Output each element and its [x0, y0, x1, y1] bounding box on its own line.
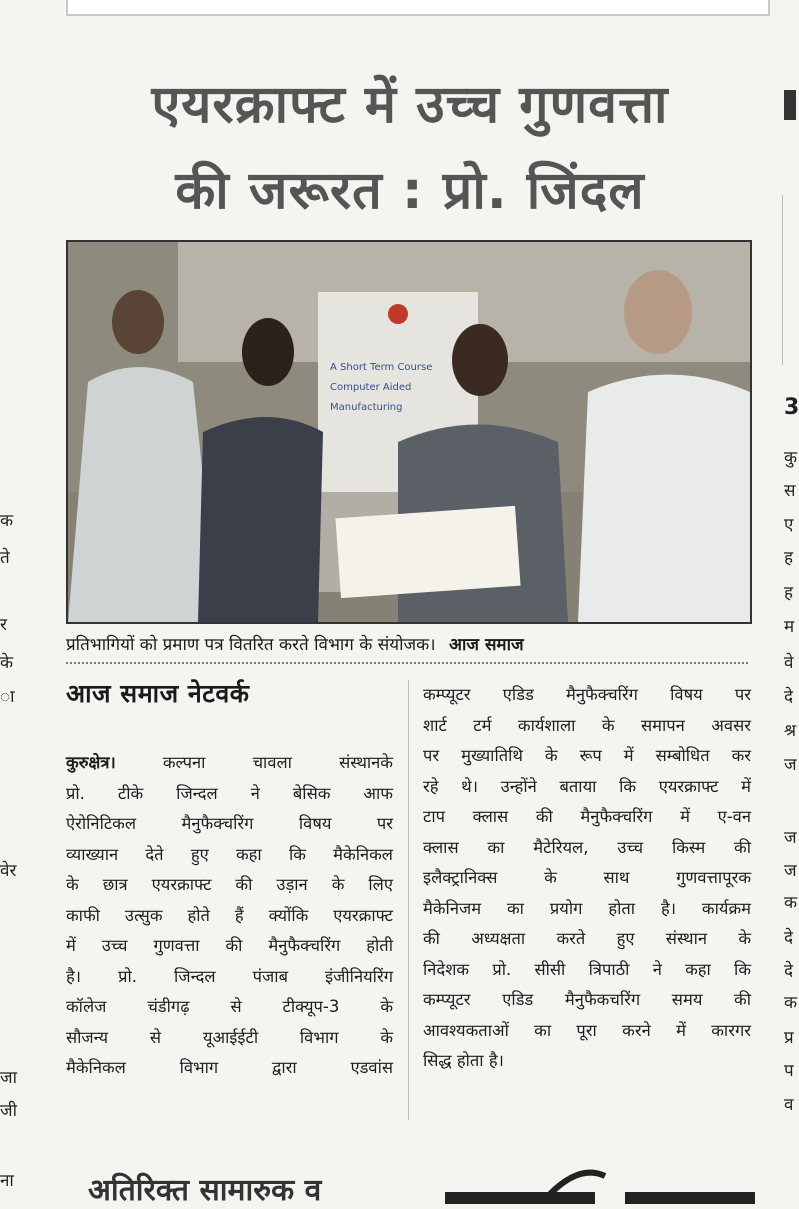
left-strip-text: जा — [0, 1068, 18, 1088]
left-strip-text: वेर — [0, 861, 17, 881]
right-strip-text: ज — [784, 755, 797, 775]
article-column-2 — [423, 680, 751, 1077]
right-strip-text: ज — [784, 861, 797, 881]
column-line: की अध्यक्षता करते हुए संस्थान के — [423, 929, 751, 948]
left-strip-text: ना — [0, 1171, 14, 1191]
banner-text-1: A Short Term Course — [330, 362, 433, 373]
column-line — [66, 748, 393, 779]
column-line: सिद्ध होता है। — [423, 1051, 504, 1070]
left-strip-text: के — [0, 653, 14, 673]
left-strip-text: क — [0, 511, 14, 531]
right-strip-text: क — [784, 893, 798, 913]
left-strip-text: र — [0, 615, 7, 635]
column-line: काफी उत्सुक होते हैं क्योंकि एयरक्राफ्ट — [66, 905, 393, 925]
column-line: कम्प्यूटर एडिड मैनुफैकचरिंग समय की — [423, 990, 751, 1009]
byline: आज समाज नेटवर्क — [66, 679, 250, 708]
banner-text-3: Manufacturing — [330, 402, 403, 413]
column-line: व्याख्यान देते हुए कहा कि मैकेनिकल — [66, 844, 393, 864]
column-line: पर मुख्यातिथि के रूप में सम्बोधित कर — [423, 746, 751, 765]
column-line: क्लास का मैटेरियल, उच्च किस्म की — [423, 837, 751, 857]
next-article-headline: अतिरिक्त सामारुक व — [88, 1173, 322, 1208]
column-line: मैकेनिकल विभाग द्वारा एडवांस — [66, 1058, 393, 1077]
column-line: ऐरोनिटिकल मैनुफैक्चरिंग विषय पर — [66, 814, 393, 833]
right-strip-text: दे — [784, 961, 794, 981]
right-strip-text: श्र — [784, 721, 797, 741]
right-strip-text: वे — [784, 653, 794, 673]
left-strip-text: ा — [0, 687, 15, 707]
column-line: में उच्च गुणवत्ता की मैनुफैक्चरिंग होती — [66, 936, 393, 955]
left-strip-text: जी — [0, 1101, 18, 1121]
column-line: निदेशक प्रो. सीसी त्रिपाठी ने कहा कि — [423, 959, 751, 979]
top-box-border — [66, 0, 770, 16]
banner-text-2: Computer Aided — [330, 382, 412, 393]
right-strip-text: ह — [784, 548, 794, 568]
person-2 — [198, 417, 323, 622]
column-line: टाप क्लास की मैनुफैक्चरिंग में ए-वन — [423, 807, 751, 826]
caption-divider — [66, 662, 748, 664]
right-strip-text: म — [784, 617, 795, 637]
right-strip-text: दे — [784, 687, 794, 707]
article-photo — [66, 240, 752, 624]
right-strip-text: 3 — [784, 395, 799, 420]
column-line: प्रो. टीके जिन्दल ने बेसिक आफ — [66, 783, 393, 803]
right-strip-text: कु — [784, 448, 798, 468]
column-line: कॉलेज चंडीगढ़ से टीक्यूप-3 के — [66, 997, 393, 1016]
headline-line-2: की जरूरत : प्रो. जिंदल — [175, 161, 645, 221]
column-line: आवश्यकताओं का पूरा करने में कारगर — [423, 1020, 751, 1040]
column-line: रहे थे। उन्होंने बताया कि एयरक्राफ्ट में — [423, 776, 751, 796]
right-strip-text: प्र — [784, 1028, 794, 1048]
photo-caption — [66, 632, 748, 655]
right-strip-text: व — [784, 1095, 794, 1115]
right-strip-text: ह — [784, 583, 794, 603]
column-line: के छात्र एयरक्राफ्ट की उड़ान के लिए — [66, 875, 393, 894]
right-strip-text: ज — [784, 828, 797, 848]
column-line: मैकेनिजम का प्रयोग होता है। कार्यक्रम — [423, 898, 751, 918]
article-headline — [40, 62, 780, 234]
right-strip-text: स — [784, 481, 796, 501]
left-strip-text: ते — [0, 548, 10, 568]
column-line: है। प्रो. जिन्दल पंजाब इंजीनियरिंग — [66, 966, 393, 986]
column-line-text: कल्पना चावला संस्थानके — [115, 753, 393, 772]
certificate — [335, 506, 520, 598]
right-strip-text: ए — [784, 515, 794, 535]
left-adjacent-column — [0, 0, 24, 1195]
next-headline-glyphs — [440, 1164, 760, 1204]
column-line: कम्प्यूटर एडिड मैनुफैक्चरिंग विषय पर — [423, 685, 751, 704]
right-strip-text: क — [784, 993, 798, 1013]
headline-line-1: एयरक्राफ्ट में उच्च गुणवत्ता — [151, 75, 669, 135]
caption-text: प्रतिभागियों को प्रमाण पत्र वितरित करते विभाग के संयोजक। — [66, 635, 436, 655]
right-strip-text: दे — [784, 928, 794, 948]
column-divider — [408, 680, 409, 1120]
article-column-1 — [66, 748, 393, 1084]
column-line: इलैक्ट्रानिक्स के साथ गुणवत्तापूरक — [423, 868, 751, 887]
photo-illustration — [68, 242, 750, 622]
dateline: कुरुक्षेत्र। — [66, 753, 116, 772]
right-strip-text: प — [784, 1061, 794, 1081]
caption-credit: आज समाज — [449, 635, 524, 655]
person-4 — [578, 375, 750, 623]
column-line: शार्ट टर्म कार्यशाला के समापन अवसर — [423, 715, 751, 735]
column-line: सौजन्य से यूआईईटी विभाग के — [66, 1027, 393, 1047]
